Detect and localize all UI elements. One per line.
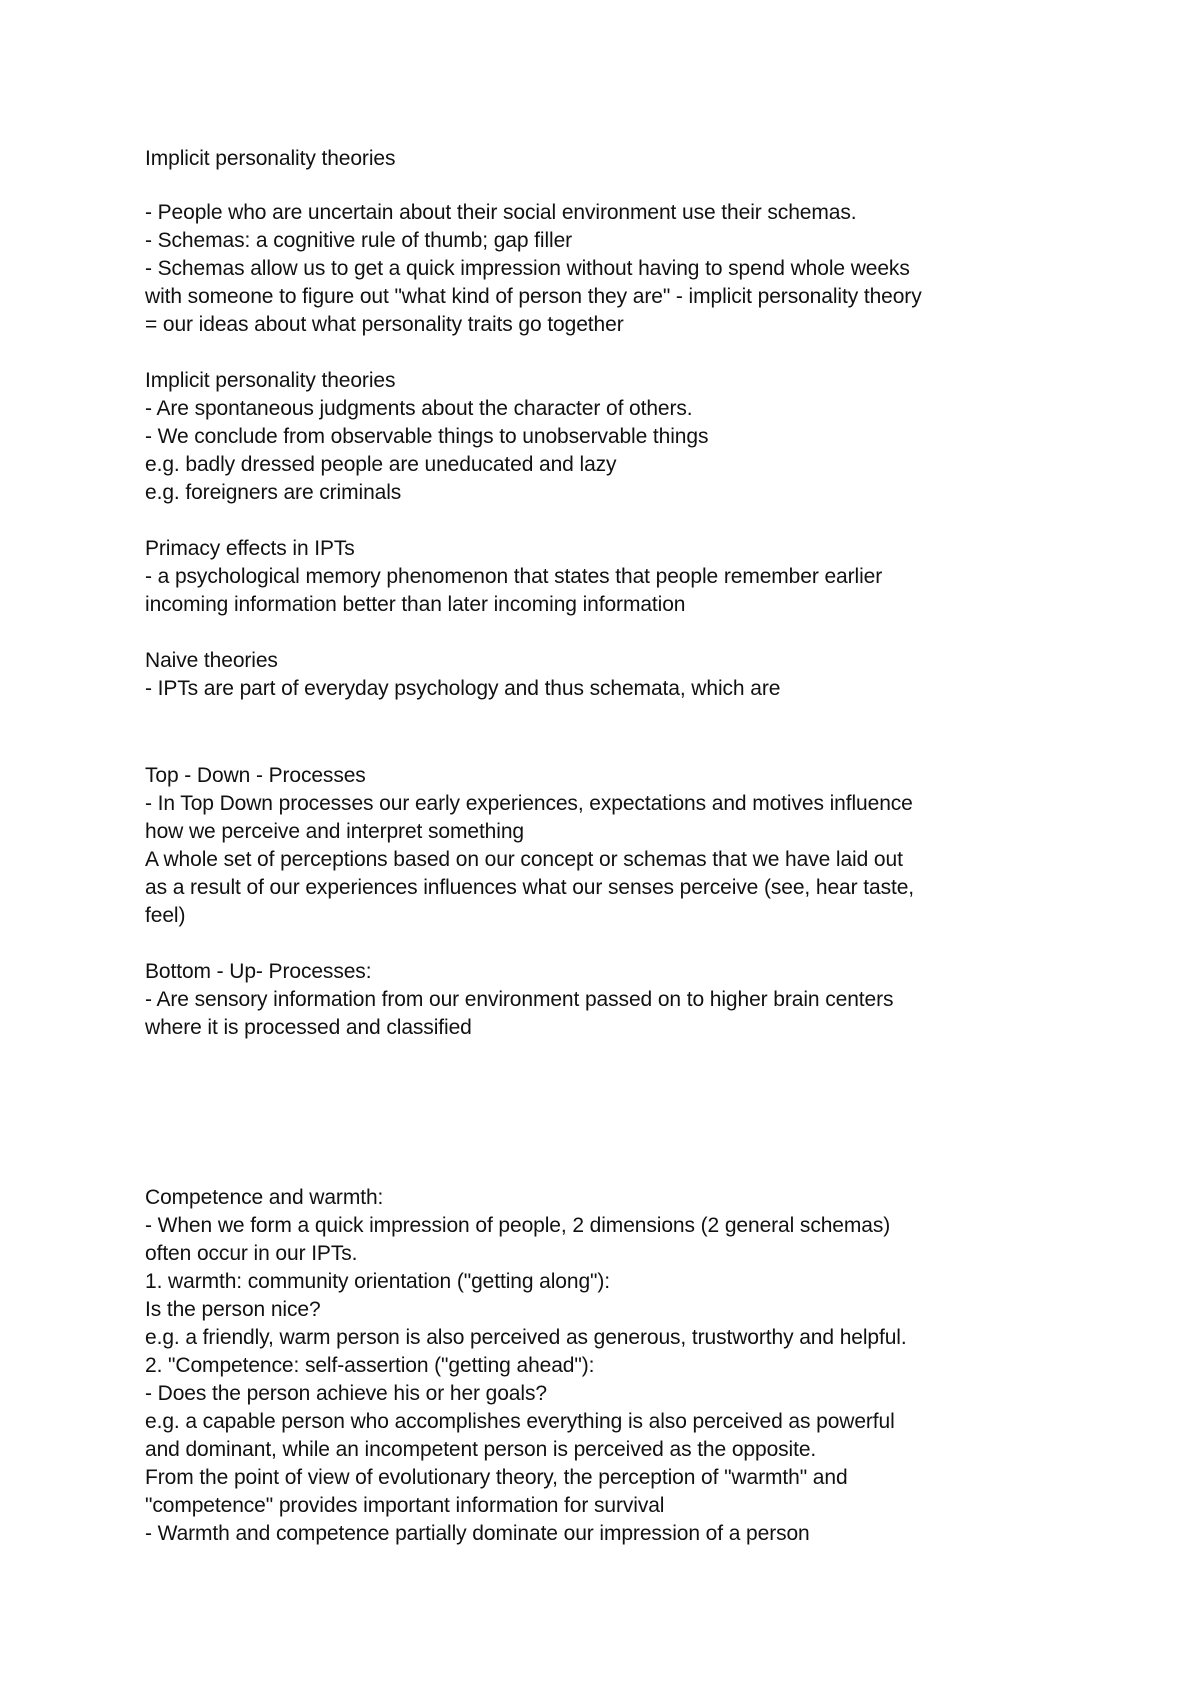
text-line: Is the person nice? [145, 1298, 321, 1321]
text-line: - Warmth and competence partially dominate our impression of a person [145, 1522, 810, 1545]
text-line: - Are spontaneous judgments about the character of others. [145, 397, 693, 420]
text-line: "competence" provides important information for survival [145, 1494, 665, 1517]
section-heading: Top - Down - Processes [145, 764, 366, 787]
section-heading: Competence and warmth: [145, 1186, 384, 1209]
section-heading: Implicit personality theories [145, 369, 396, 392]
text-line: e.g. badly dressed people are uneducated and lazy [145, 453, 617, 476]
text-line: - a psychological memory phenomenon that states that people remember earlier [145, 565, 883, 588]
text-line: = our ideas about what personality traits go together [145, 313, 624, 336]
text-line: where it is processed and classified [145, 1016, 472, 1039]
text-line: - Schemas: a cognitive rule of thumb; gap filler [145, 229, 573, 252]
text-line: e.g. a friendly, warm person is also perceived as generous, trustworthy and helpful. [145, 1326, 907, 1349]
text-line: A whole set of perceptions based on our concept or schemas that we have laid out [145, 848, 903, 871]
text-line: - IPTs are part of everyday psychology and thus schemata, which are [145, 677, 781, 700]
text-line: - In Top Down processes our early experiences, expectations and motives influence [145, 792, 913, 815]
section-heading: Primacy effects in IPTs [145, 537, 355, 560]
text-line: - Are sensory information from our environment passed on to higher brain centers [145, 988, 894, 1011]
text-line: - People who are uncertain about their social environment use their schemas. [145, 201, 857, 224]
section-heading: Bottom - Up- Processes: [145, 960, 372, 983]
section-heading: Naive theories [145, 649, 278, 672]
text-line: e.g. foreigners are criminals [145, 481, 402, 504]
text-line: feel) [145, 904, 186, 927]
text-line: as a result of our experiences influences what our senses perceive (see, hear taste, [145, 876, 915, 899]
text-line: with someone to figure out "what kind of person they are" - implicit personality theory [145, 285, 922, 308]
section-heading: Implicit personality theories [145, 147, 396, 170]
text-line: - Does the person achieve his or her goals? [145, 1382, 547, 1405]
text-line: From the point of view of evolutionary theory, the perception of "warmth" and [145, 1466, 848, 1489]
text-line: how we perceive and interpret something [145, 820, 524, 843]
text-line: 2. "Competence: self-assertion ("getting ahead"): [145, 1354, 595, 1377]
text-line: - When we form a quick impression of people, 2 dimensions (2 general schemas) [145, 1214, 891, 1237]
text-line: - We conclude from observable things to unobservable things [145, 425, 709, 448]
text-line: 1. warmth: community orientation ("getting along"): [145, 1270, 611, 1293]
text-line: incoming information better than later incoming information [145, 593, 686, 616]
text-line: and dominant, while an incompetent person is perceived as the opposite. [145, 1438, 817, 1461]
text-line: e.g. a capable person who accomplishes everything is also perceived as powerful [145, 1410, 895, 1433]
text-line: often occur in our IPTs. [145, 1242, 358, 1265]
text-line: - Schemas allow us to get a quick impression without having to spend whole weeks [145, 257, 910, 280]
